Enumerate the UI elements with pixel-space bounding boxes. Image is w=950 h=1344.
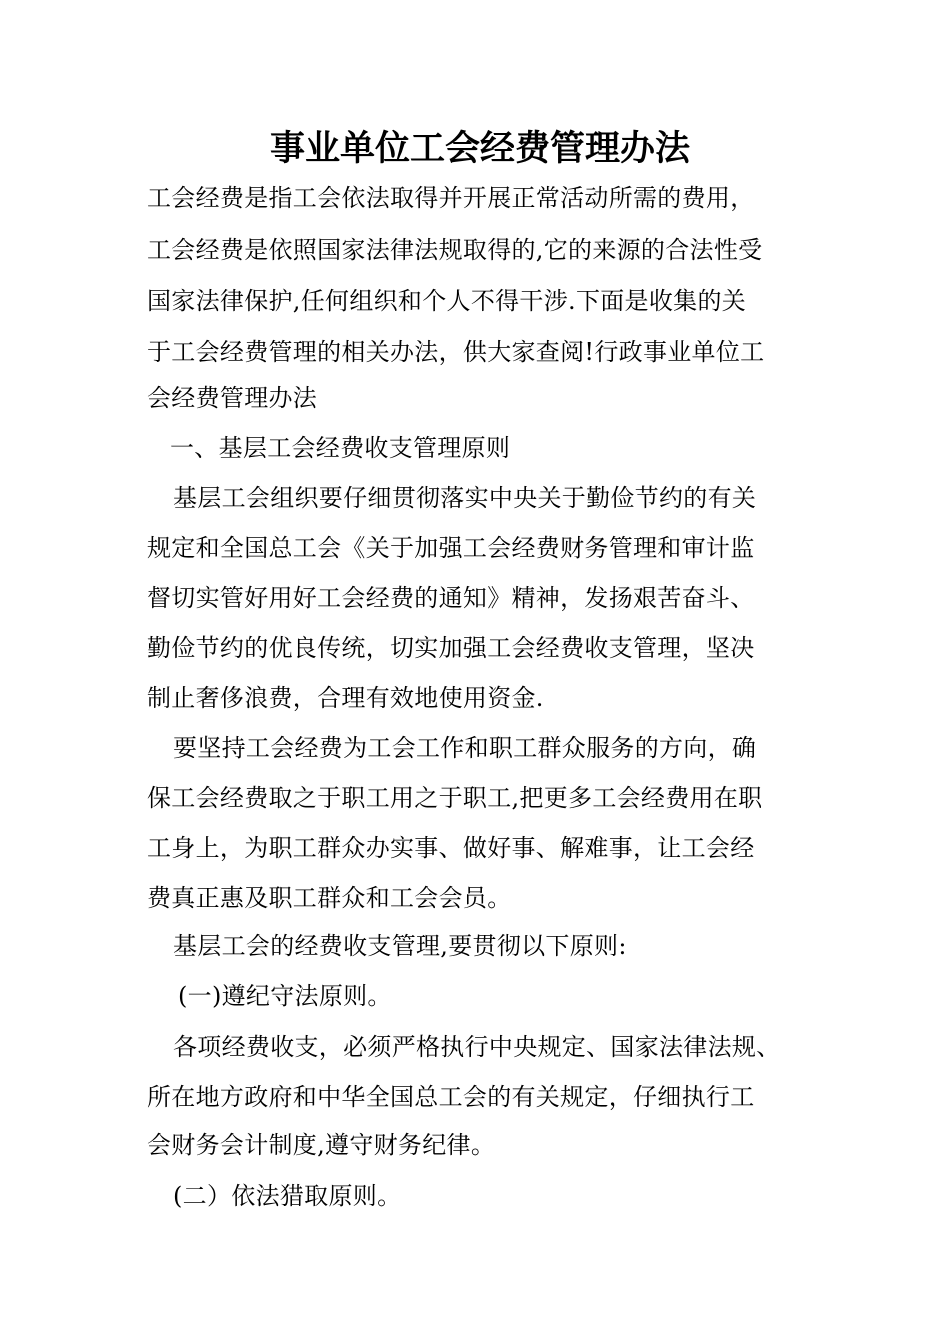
paragraph-line: 勤俭节约的优良传统，切实加强工会经费收支管理，坚决: [147, 634, 755, 662]
paragraph-line: 基层工会的经费收支管理,要贯彻以下原则:: [173, 932, 627, 960]
paragraph-line: 会财务会计制度,遵守财务纪律。: [147, 1131, 496, 1159]
subsection-heading: (二）依法猎取原则。: [173, 1182, 402, 1210]
paragraph-line: 工身上，为职工群众办实事、做好事、解难事，让工会经: [147, 834, 755, 862]
paragraph-line: 各项经费收支，必须严格执行中央规定、国家法律法规、: [173, 1033, 781, 1061]
paragraph-line: 制止奢侈浪费，合理有效地使用资金.: [147, 684, 544, 712]
paragraph-line: 保工会经费取之于职工用之于职工,把更多工会经费用在职: [147, 784, 763, 812]
paragraph-line: 要坚持工会经费为工会工作和职工群众服务的方向，确: [173, 734, 757, 762]
subsection-heading: (一)遵纪守法原则。: [178, 982, 392, 1010]
paragraph-line: 费真正惠及职工群众和工会会员。: [147, 884, 512, 912]
paragraph-line: 会经费管理办法: [147, 384, 318, 412]
paragraph-line: 于工会经费管理的相关办法，供大家查阅!行政事业单位工: [147, 338, 765, 366]
document-title: 事业单位工会经费管理办法: [269, 128, 690, 169]
paragraph-line: 基层工会组织要仔细贯彻落实中央关于勤俭节约的有关: [173, 484, 757, 512]
paragraph-line: 工会经费是依照国家法律法规取得的,它的来源的合法性受: [147, 236, 763, 264]
paragraph-line: 督切实管好用好工会经费的通知》精神，发扬艰苦奋斗、: [147, 584, 755, 612]
paragraph-line: 国家法律保护,任何组织和个人不得干涉.下面是收集的关: [147, 287, 747, 315]
paragraph-line: 所在地方政府和中华全国总工会的有关规定，仔细执行工: [147, 1083, 755, 1111]
paragraph-line: 工会经费是指工会依法取得并开展正常活动所需的费用，: [147, 184, 755, 212]
section-heading: 一、基层工会经费收支管理原则: [170, 434, 511, 462]
paragraph-line: 规定和全国总工会《关于加强工会经费财务管理和审计监: [147, 534, 755, 562]
